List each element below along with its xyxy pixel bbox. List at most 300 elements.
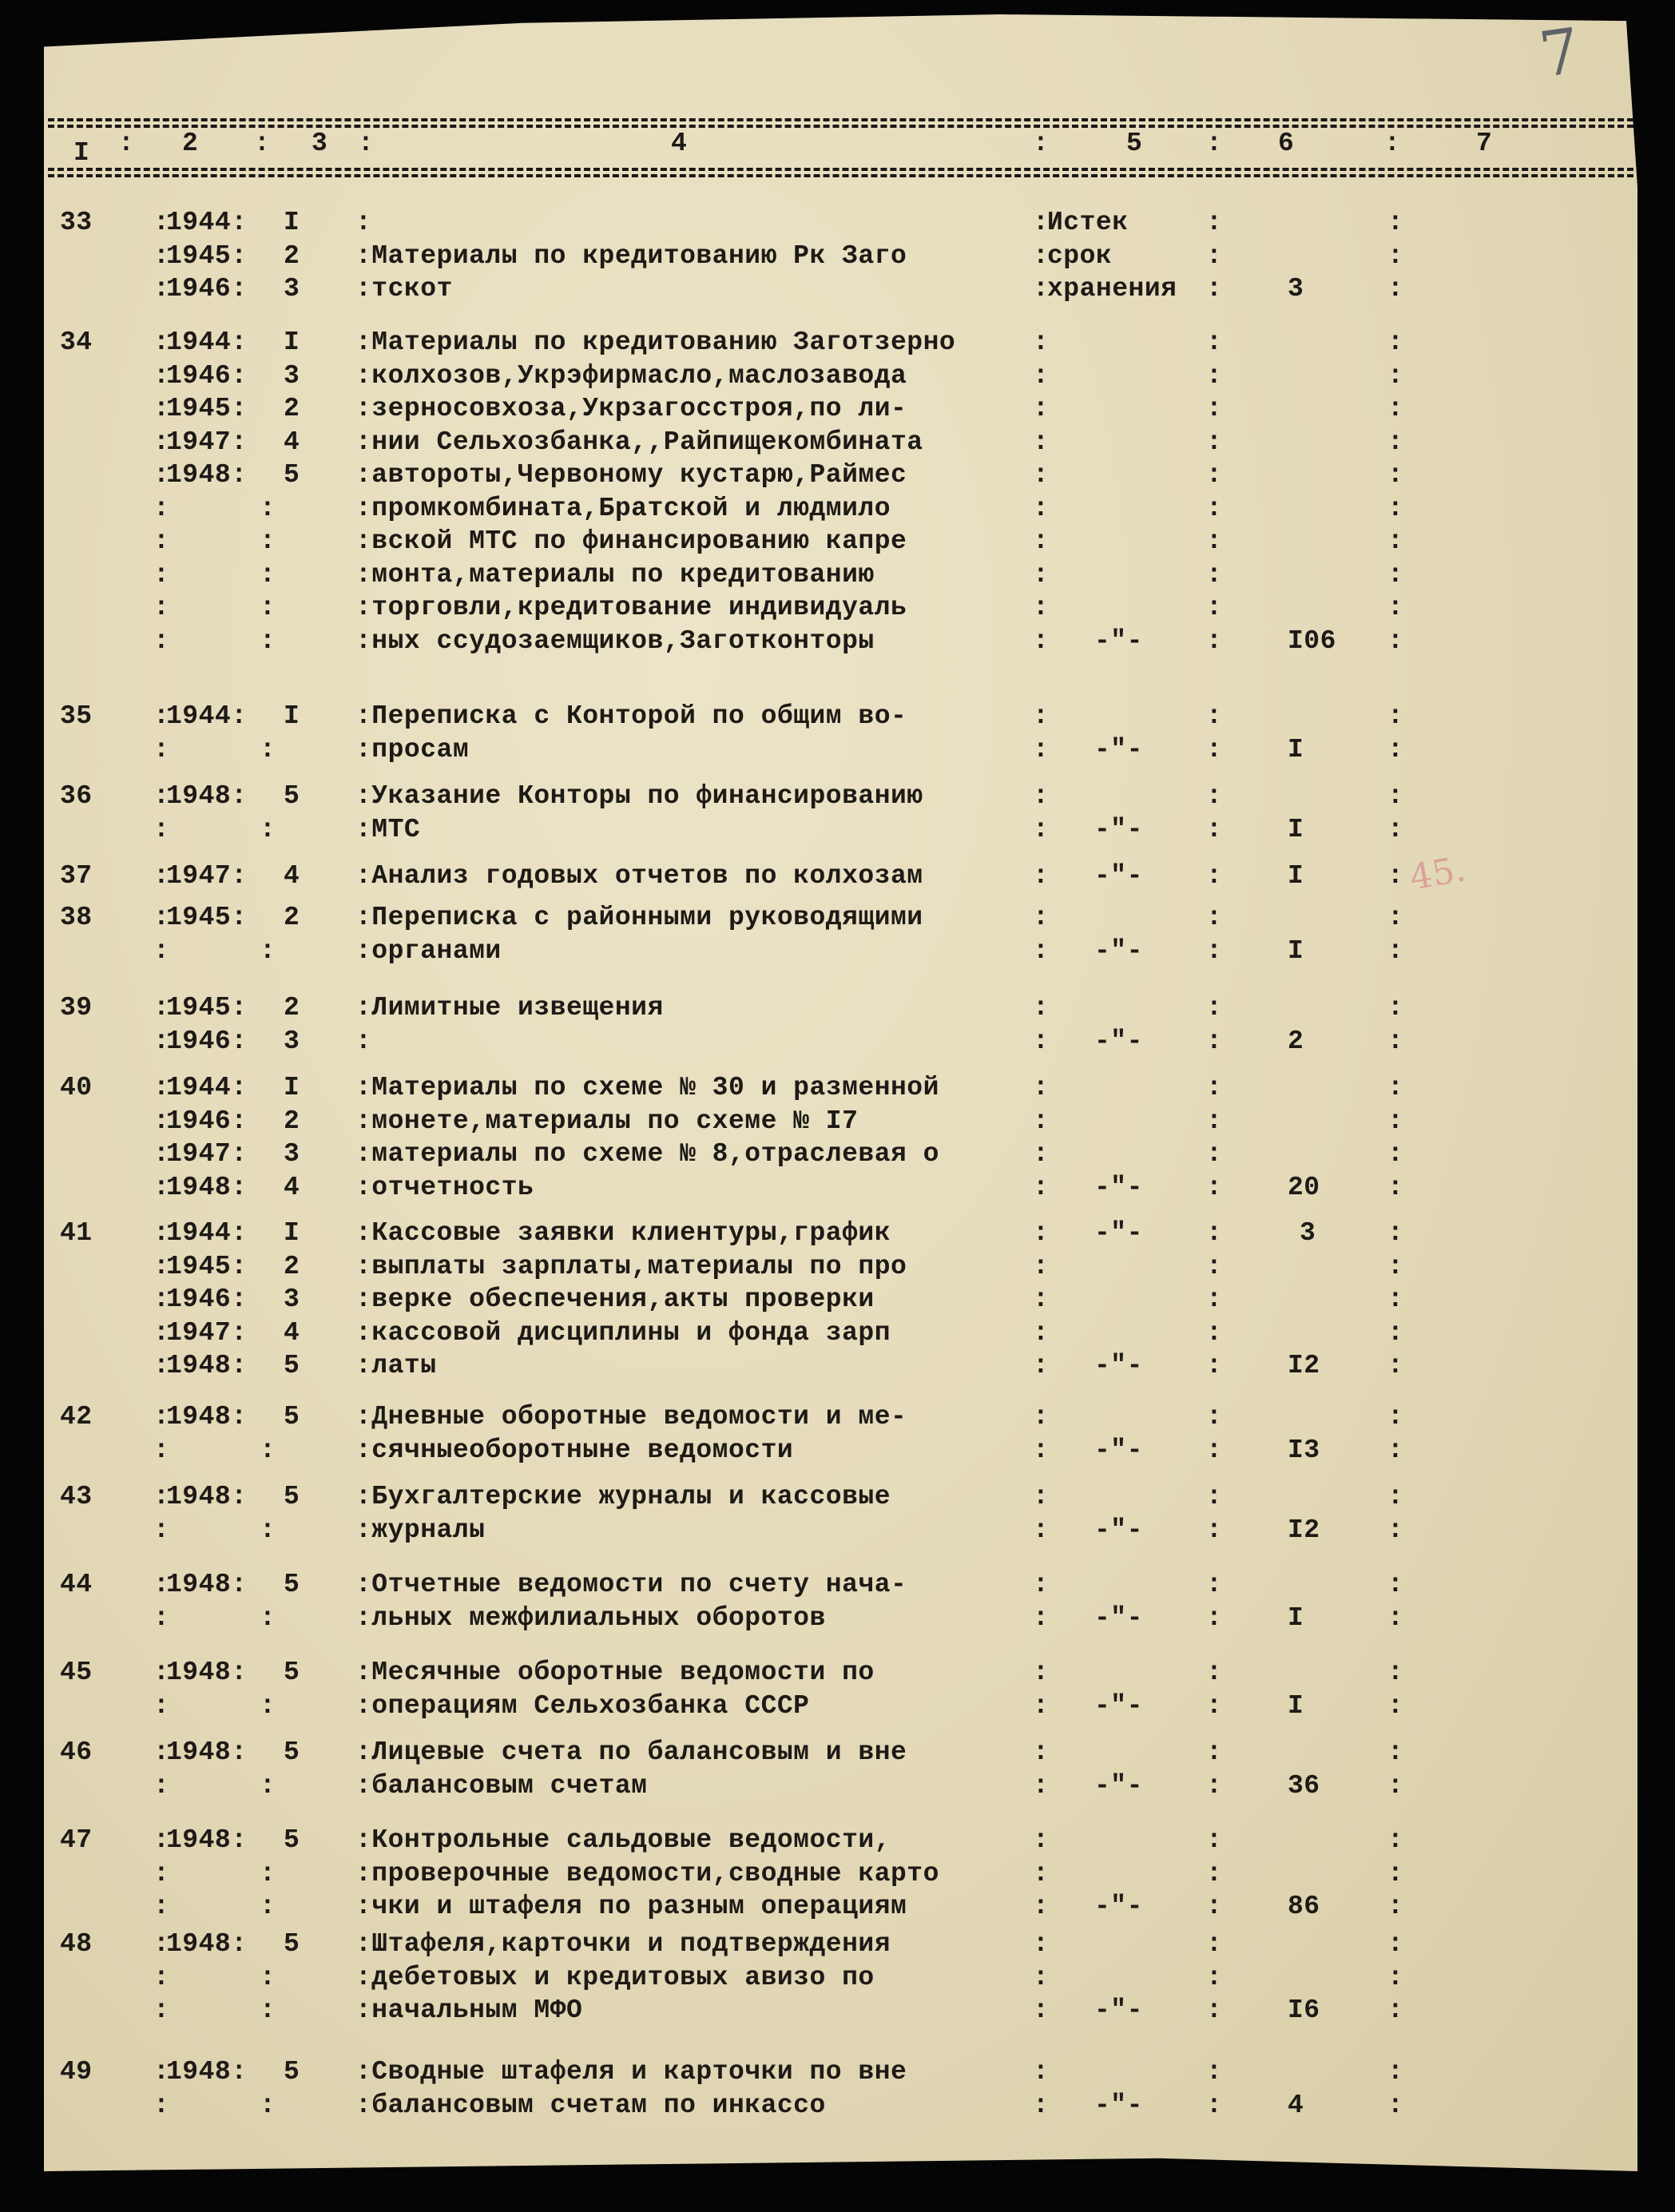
retention-ditto: -"- [1094, 1515, 1143, 1545]
entry-volume-number: 4 [284, 1172, 300, 1202]
column-separator: : [153, 1026, 170, 1056]
column-separator: : [153, 394, 170, 423]
entry-year: 1947: [166, 861, 248, 891]
column-separator: : [1206, 360, 1223, 391]
column-separator: : [1387, 1218, 1404, 1248]
retention-status: хранения [1047, 274, 1177, 304]
column-separator: : [1206, 427, 1223, 457]
entry-description-line: :латы [355, 1351, 437, 1380]
entry-description-line: :журналы [355, 1515, 486, 1545]
column-separator: : [1387, 1073, 1404, 1102]
sheet-count: I06 [1288, 625, 1336, 656]
entry-volume-number: 2 [284, 394, 300, 423]
column-separator: : [1387, 861, 1404, 891]
column-separator: : [1206, 1285, 1223, 1314]
column-separator: : [153, 734, 170, 764]
entry-year: 1948: [166, 1825, 248, 1855]
column-separator: : [1206, 861, 1223, 891]
column-separator: : [1387, 1482, 1404, 1511]
column-separator: : [153, 1858, 170, 1888]
column-separator: : [1033, 1251, 1050, 1281]
entry-description-line: :МТС [355, 814, 421, 844]
column-separator: : [260, 1435, 276, 1465]
entry-description-line: :Месячные оборотные ведомости по [355, 1658, 875, 1687]
entry-volume-number: 3 [284, 1285, 300, 1314]
entry-year: 1944: [166, 328, 248, 357]
sheet-count: I [1288, 935, 1304, 966]
entry-description-line: :колхозов,Укрэфирмасло,маслозавода [355, 360, 907, 391]
column-separator: : [153, 1515, 170, 1545]
entry-description-line: :просам [355, 734, 470, 764]
sheet-count: I [1288, 1690, 1304, 1721]
column-separator: : [1033, 1962, 1050, 1992]
column-separator: : [260, 625, 276, 656]
column-separator: : [1387, 1929, 1404, 1959]
entry-volume-number: 3 [284, 360, 300, 391]
retention-status: срок [1047, 240, 1113, 271]
column-separator: : [1033, 460, 1050, 490]
column-separator: : [1033, 1570, 1050, 1599]
column-separator: : [1033, 1026, 1050, 1056]
column-separator: : [1206, 1825, 1223, 1855]
column-separator: : [1033, 129, 1050, 158]
entry-description-line: :балансовым счетам [355, 1770, 648, 1801]
column-separator: : [260, 1892, 276, 1921]
column-separator: : [1206, 129, 1223, 158]
column-separator: : [153, 1351, 170, 1380]
column-separator: : [1387, 526, 1404, 556]
entry-year: 1945: [166, 993, 248, 1023]
column-separator: : [260, 814, 276, 844]
column-separator: : [153, 1435, 170, 1465]
column-separator: : [153, 1825, 170, 1855]
column-separator: : [1387, 1515, 1404, 1545]
retention-ditto: -"- [1094, 1602, 1143, 1633]
retention-ditto: -"- [1094, 1435, 1143, 1465]
column-separator: : [1033, 208, 1050, 237]
column-separator: : [1033, 240, 1050, 271]
column-separator: : [153, 2057, 170, 2087]
column-separator: : [1033, 1690, 1050, 1721]
entry-year: 1948: [166, 781, 248, 811]
column-separator: : [1033, 861, 1050, 891]
entry-description-line: : [355, 208, 372, 237]
sheet-count: I6 [1288, 1996, 1320, 2025]
column-separator: : [358, 129, 375, 158]
entry-volume-number: 4 [284, 1317, 300, 1348]
retention-ditto: -"- [1094, 861, 1143, 891]
column-separator: : [1387, 493, 1404, 523]
column-separator: : [1206, 1402, 1223, 1432]
entry-description-line: :Переписка с районными руководящими [355, 903, 923, 932]
column-separator: : [1206, 1929, 1223, 1959]
entry-number: 34 [60, 328, 93, 357]
column-separator: : [1206, 274, 1223, 304]
retention-ditto: -"- [1094, 1892, 1143, 1921]
column-separator: : [153, 1658, 170, 1687]
column-separator: : [1033, 427, 1050, 457]
sheet-count: I3 [1288, 1435, 1320, 1465]
entry-volume-number: 2 [284, 993, 300, 1023]
column-separator: : [1033, 2090, 1050, 2120]
column-separator: : [1033, 903, 1050, 932]
column-separator: : [1387, 1858, 1404, 1888]
entry-volume-number: 2 [284, 240, 300, 271]
column-separator: : [1387, 240, 1404, 271]
column-separator: : [1206, 526, 1223, 556]
entry-description-line: :верке обеспечения,акты проверки [355, 1285, 875, 1314]
column-separator: : [1033, 1402, 1050, 1432]
column-separator: : [1033, 1996, 1050, 2025]
entry-volume-number: 2 [284, 903, 300, 932]
entry-year: 1948: [166, 1172, 248, 1202]
entry-volume-number: 5 [284, 1482, 300, 1511]
column-separator: : [1387, 734, 1404, 764]
column-separator: : [1206, 2057, 1223, 2087]
column-separator: : [153, 460, 170, 490]
entry-number: 41 [60, 1218, 93, 1248]
column-separator: : [254, 129, 271, 158]
entry-description-line: :Указание Конторы по финансированию [355, 781, 923, 811]
entry-number: 45 [60, 1658, 93, 1687]
column-separator: : [153, 935, 170, 966]
entry-year: 1944: [166, 1218, 248, 1248]
entry-description-line: :Бухгалтерские журналы и кассовые [355, 1482, 891, 1511]
column-header-7: 7 [1476, 129, 1493, 158]
column-separator: : [1206, 814, 1223, 844]
column-separator: : [1206, 1996, 1223, 2025]
entry-year: 1945: [166, 240, 248, 271]
entry-description-line: :ных ссудозаемщиков,Заготконторы [355, 625, 875, 656]
column-separator: : [1206, 240, 1223, 271]
column-separator: : [1387, 1172, 1404, 1202]
column-header-3: 3 [312, 129, 328, 158]
column-separator: : [1206, 1317, 1223, 1348]
column-separator: : [260, 593, 276, 622]
column-separator: : [153, 1285, 170, 1314]
column-separator: : [1387, 1737, 1404, 1767]
entry-number: 38 [60, 903, 93, 932]
column-separator: : [1033, 1929, 1050, 1959]
column-separator: : [1206, 993, 1223, 1023]
entry-year: 1948: [166, 1482, 248, 1511]
column-separator: : [1387, 935, 1404, 966]
entry-volume-number: 3 [284, 1139, 300, 1169]
entry-year: 1946: [166, 274, 248, 304]
entry-description-line: :Лицевые счета по балансовым и вне [355, 1737, 907, 1767]
entry-description-line: :Кассовые заявки клиентуры,график [355, 1218, 891, 1248]
column-separator: : [1033, 1515, 1050, 1545]
entry-description-line: :монта,материалы по кредитованию [355, 559, 875, 590]
column-separator: : [1206, 1858, 1223, 1888]
entry-year: 1948: [166, 1351, 248, 1380]
entry-description-line: :Материалы по кредитованию Рк Заго [355, 240, 907, 271]
entry-year: 1944: [166, 701, 248, 731]
column-separator: : [153, 625, 170, 656]
column-separator: : [1033, 1825, 1050, 1855]
entry-description-line: :промкомбината,Братской и людмило [355, 493, 891, 523]
column-separator: : [1387, 2090, 1404, 2120]
entry-volume-number: 5 [284, 1351, 300, 1380]
column-separator: : [1387, 625, 1404, 656]
entry-year: 1947: [166, 1317, 248, 1348]
entry-year: 1948: [166, 2057, 248, 2087]
sheet-count: I2 [1288, 1351, 1320, 1380]
column-separator: : [1387, 1690, 1404, 1721]
column-separator: : [1387, 394, 1404, 423]
entry-volume-number: 3 [284, 274, 300, 304]
column-separator: : [1387, 1996, 1404, 2025]
entry-volume-number: 5 [284, 781, 300, 811]
column-separator: : [153, 1996, 170, 2025]
entry-description-line: :торговли,кредитование индивидуаль [355, 593, 907, 622]
column-separator: : [260, 1515, 276, 1545]
entry-description-line: :Переписка с Конторой по общим во- [355, 701, 907, 731]
entry-description-line: :зерносовхоза,Укрзагосстроя,по ли- [355, 394, 907, 423]
column-separator: : [1033, 1073, 1050, 1102]
column-separator: : [260, 1962, 276, 1992]
column-separator: : [1387, 360, 1404, 391]
entry-volume-number: 4 [284, 861, 300, 891]
entry-volume-number: I [284, 1073, 300, 1102]
sheet-count: 36 [1288, 1770, 1320, 1801]
column-separator: : [1387, 1962, 1404, 1992]
margin-note: 45. [1407, 848, 1469, 899]
column-separator: : [1033, 328, 1050, 357]
column-separator: : [260, 1602, 276, 1633]
column-separator: : [1206, 1658, 1223, 1687]
entry-volume-number: 5 [284, 1737, 300, 1767]
header-rule-top [48, 118, 1633, 128]
column-separator: : [1033, 559, 1050, 590]
entry-year: 1947: [166, 1139, 248, 1169]
column-header-1: I [73, 138, 90, 168]
column-separator: : [153, 701, 170, 731]
column-separator: : [1206, 1435, 1223, 1465]
entry-year: 1948: [166, 460, 248, 490]
column-separator: : [1206, 1515, 1223, 1545]
column-separator: : [1206, 1251, 1223, 1281]
column-separator: : [1387, 274, 1404, 304]
entry-description-line: :Штафеля,карточки и подтверждения [355, 1929, 891, 1959]
column-separator: : [1387, 1435, 1404, 1465]
column-separator: : [1033, 701, 1050, 731]
column-separator: : [355, 1026, 372, 1056]
column-separator: : [1387, 1402, 1404, 1432]
column-separator: : [153, 1892, 170, 1921]
retention-ditto: -"- [1094, 2090, 1143, 2120]
column-separator: : [153, 1139, 170, 1169]
retention-ditto: -"- [1094, 814, 1143, 844]
column-separator: : [1387, 559, 1404, 590]
entry-year: 1944: [166, 208, 248, 237]
column-separator: : [1033, 1858, 1050, 1888]
column-separator: : [1387, 2057, 1404, 2087]
column-separator: : [1033, 1172, 1050, 1202]
column-separator: : [1387, 1026, 1404, 1056]
entry-description-line: :Сводные штафеля и карточки по вне [355, 2057, 907, 2087]
column-separator: : [1206, 208, 1223, 237]
column-separator: : [1033, 1106, 1050, 1136]
entry-volume-number: 2 [284, 1106, 300, 1136]
column-separator: : [1387, 1317, 1404, 1348]
entry-volume-number: I [284, 1218, 300, 1248]
sheet-count: 3 [1300, 1218, 1316, 1248]
entry-year: 1947: [166, 427, 248, 457]
column-separator: : [153, 814, 170, 844]
column-separator: : [153, 781, 170, 811]
retention-ditto: -"- [1094, 1690, 1143, 1721]
column-separator: : [1033, 394, 1050, 423]
column-separator: : [153, 1770, 170, 1801]
column-separator: : [1206, 493, 1223, 523]
column-separator: : [1206, 1106, 1223, 1136]
entry-volume-number: 5 [284, 1402, 300, 1432]
entry-year: 1945: [166, 1251, 248, 1281]
entry-year: 1948: [166, 1929, 248, 1959]
sheet-count: 4 [1288, 2090, 1304, 2120]
column-separator: : [1033, 593, 1050, 622]
entry-description-line: :Контрольные сальдовые ведомости, [355, 1825, 891, 1855]
column-separator: : [153, 1482, 170, 1511]
column-separator: : [1206, 1139, 1223, 1169]
entry-number: 37 [60, 861, 93, 891]
column-separator: : [1033, 1737, 1050, 1767]
column-separator: : [1033, 734, 1050, 764]
column-separator: : [1206, 701, 1223, 731]
entry-number: 33 [60, 208, 93, 237]
column-separator: : [153, 1737, 170, 1767]
column-separator: : [1206, 2090, 1223, 2120]
column-separator: : [1206, 1172, 1223, 1202]
column-separator: : [260, 1996, 276, 2025]
entry-number: 47 [60, 1825, 93, 1855]
column-separator: : [1206, 903, 1223, 932]
sheet-count: I [1288, 734, 1304, 764]
column-separator: : [153, 1402, 170, 1432]
column-separator: : [1387, 701, 1404, 731]
column-separator: : [1206, 394, 1223, 423]
entry-description-line: :органами [355, 935, 502, 966]
entry-year: 1945: [166, 903, 248, 932]
column-separator: : [1387, 1658, 1404, 1687]
entry-volume-number: 5 [284, 1825, 300, 1855]
entry-description-line: :Дневные оборотные ведомости и ме- [355, 1402, 907, 1432]
entry-volume-number: 4 [284, 427, 300, 457]
column-separator: : [1033, 1770, 1050, 1801]
sheet-count: I [1288, 814, 1304, 844]
entry-description-line: :чки и штафеля по разным операциям [355, 1892, 907, 1921]
entry-number: 43 [60, 1482, 93, 1511]
column-separator: : [1206, 1892, 1223, 1921]
column-separator: : [1033, 1285, 1050, 1314]
entry-description-line: :проверочные ведомости,сводные карто [355, 1858, 939, 1888]
column-separator: : [1387, 903, 1404, 932]
entry-number: 49 [60, 2057, 93, 2087]
column-separator: : [153, 1570, 170, 1599]
entry-number: 44 [60, 1570, 93, 1599]
retention-ditto: -"- [1094, 935, 1143, 966]
entry-number: 42 [60, 1402, 93, 1432]
entry-year: 1948: [166, 1402, 248, 1432]
column-separator: : [1033, 1658, 1050, 1687]
retention-ditto: -"- [1094, 1172, 1143, 1202]
column-separator: : [1206, 1690, 1223, 1721]
retention-ditto: -"- [1094, 1351, 1143, 1380]
column-separator: : [153, 861, 170, 891]
column-separator: : [1387, 1602, 1404, 1633]
column-separator: : [1033, 2057, 1050, 2087]
column-separator: : [1387, 1570, 1404, 1599]
column-separator: : [1206, 593, 1223, 622]
column-separator: : [1206, 1218, 1223, 1248]
column-separator: : [1206, 1351, 1223, 1380]
entry-description-line: :балансовым счетам по инкассо [355, 2090, 826, 2120]
column-separator: : [153, 274, 170, 304]
column-separator: : [1387, 781, 1404, 811]
column-separator: : [260, 1770, 276, 1801]
column-separator: : [153, 360, 170, 391]
entry-description-line: :автороты,Червоному кустарю,Раймес [355, 460, 907, 490]
entry-description-line: :сячныеоборотныне ведомости [355, 1435, 794, 1465]
entry-description-line: :вской МТС по финансированию капре [355, 526, 907, 556]
column-separator: : [1206, 1570, 1223, 1599]
column-separator: : [153, 1218, 170, 1248]
column-separator: : [1206, 1482, 1223, 1511]
entry-volume-number: 5 [284, 1570, 300, 1599]
column-separator: : [260, 559, 276, 590]
column-separator: : [153, 1602, 170, 1633]
entry-year: 1948: [166, 1737, 248, 1767]
column-separator: : [1384, 129, 1401, 158]
retention-ditto: -"- [1094, 1770, 1143, 1801]
column-separator: : [1387, 593, 1404, 622]
column-separator: : [1387, 814, 1404, 844]
column-separator: : [1206, 781, 1223, 811]
column-separator: : [153, 1962, 170, 1992]
sheet-count: 20 [1288, 1172, 1320, 1202]
column-separator: : [1033, 1317, 1050, 1348]
entry-year: 1946: [166, 1285, 248, 1314]
entry-year: 1946: [166, 1106, 248, 1136]
column-header-6: 6 [1278, 129, 1295, 158]
sheet-count: I2 [1288, 1515, 1320, 1545]
column-separator: : [1206, 1962, 1223, 1992]
column-separator: : [1206, 559, 1223, 590]
entry-description-line: :Анализ годовых отчетов по колхозам [355, 861, 923, 891]
column-separator: : [1387, 1285, 1404, 1314]
column-separator: : [1033, 1351, 1050, 1380]
column-separator: : [1387, 993, 1404, 1023]
column-separator: : [1387, 1825, 1404, 1855]
column-separator: : [1033, 1602, 1050, 1633]
header-rule-bottom [48, 168, 1633, 177]
column-separator: : [1033, 781, 1050, 811]
column-separator: : [1387, 1892, 1404, 1921]
entry-volume-number: 3 [284, 1026, 300, 1056]
column-separator: : [1033, 1139, 1050, 1169]
retention-ditto: -"- [1094, 1026, 1143, 1056]
column-separator: : [1206, 1737, 1223, 1767]
column-separator: : [260, 526, 276, 556]
column-separator: : [260, 1690, 276, 1721]
column-separator: : [260, 734, 276, 764]
entry-volume-number: 5 [284, 460, 300, 490]
column-separator: : [1206, 625, 1223, 656]
entry-volume-number: 5 [284, 1929, 300, 1959]
entry-volume-number: I [284, 701, 300, 731]
column-separator: : [153, 1929, 170, 1959]
